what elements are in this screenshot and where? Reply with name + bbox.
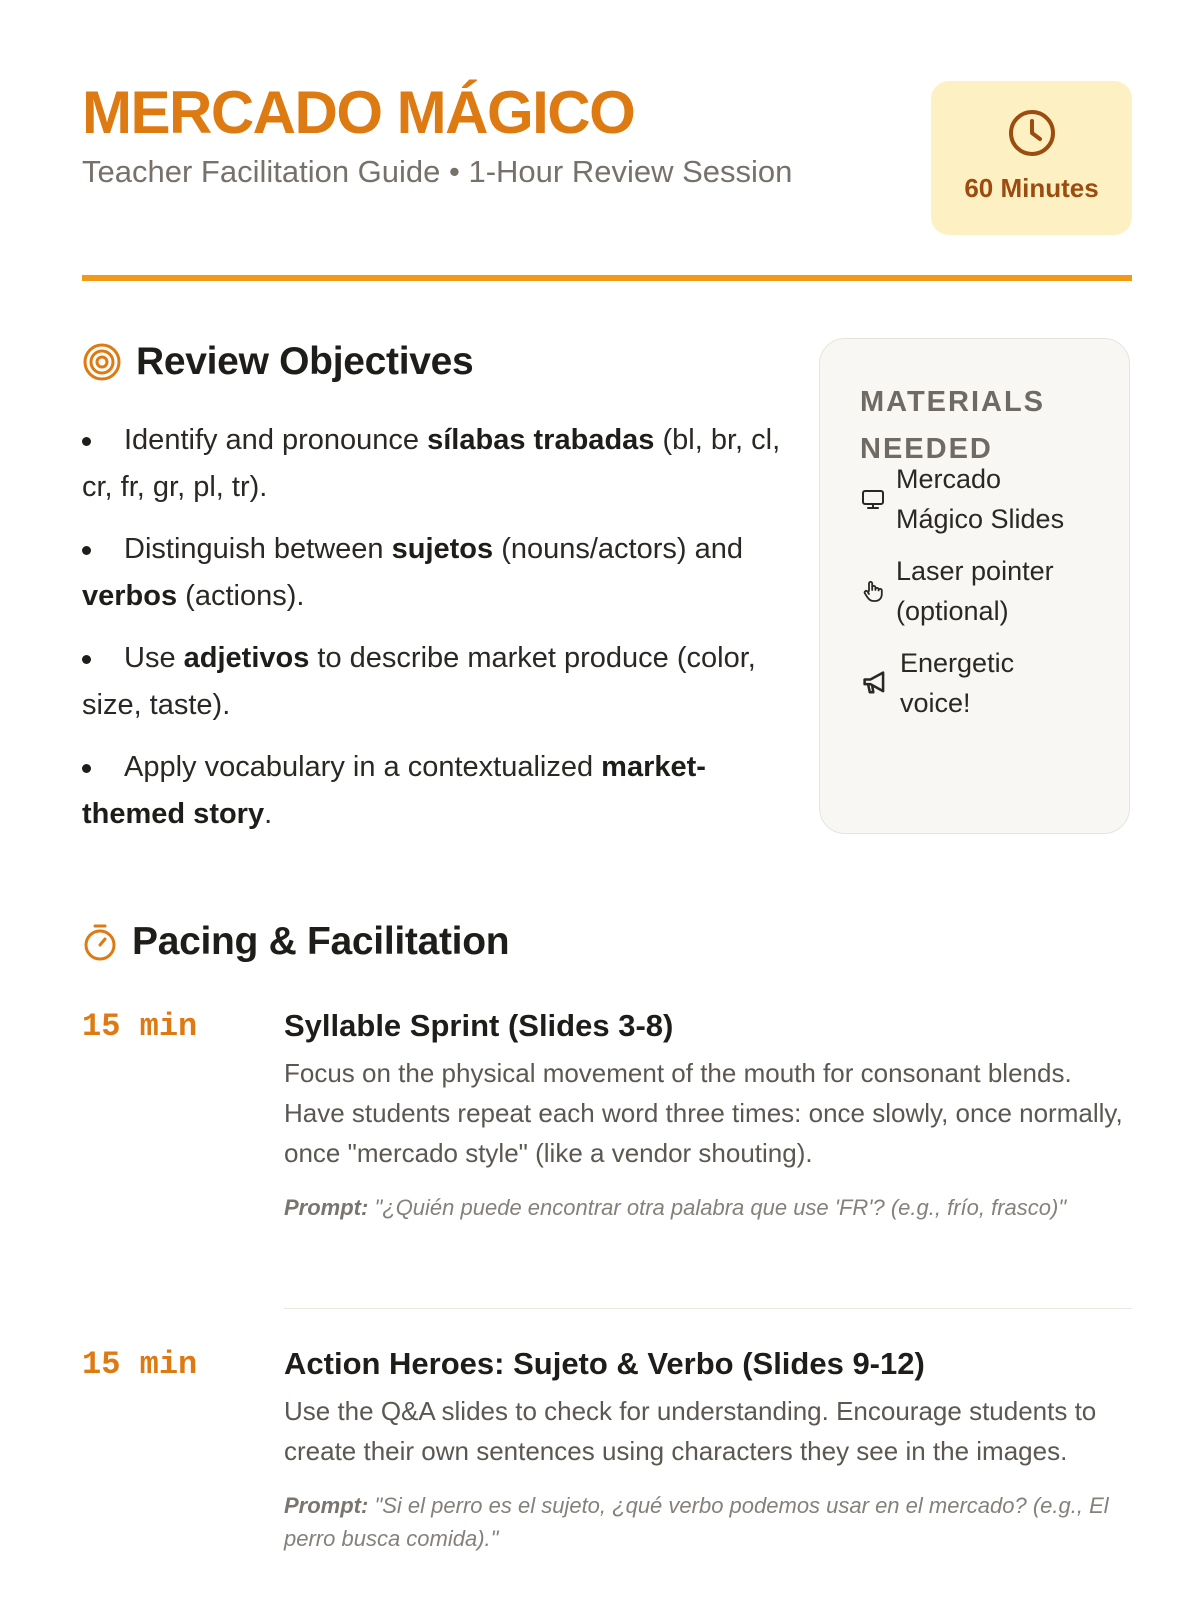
material-label: Energetic	[900, 648, 1015, 678]
megaphone-icon	[860, 668, 890, 698]
material-item	[860, 551, 1054, 631]
pace-prompt: Prompt: "Si el perro es el sujeto, ¿qué verbo podemos usar en el mercado? (e.g., El perro busca comida)."	[284, 1493, 1109, 1551]
objective-list	[82, 417, 782, 853]
pace-divider	[284, 1308, 1132, 1309]
pace-title: Action Heroes: Sujeto & Verbo (Slides 9-12)	[284, 1346, 925, 1381]
pace-block	[284, 1006, 1132, 1224]
objective-item: Distinguish between sujetos (nouns/actors) and verbos (actions).	[82, 526, 782, 620]
pace-description: Focus on the physical movement of the mouth for consonant blends. Have students repeat each word three times: once slowly, once normally, once "mercado style" (like a vendor shouting).	[284, 1058, 1123, 1168]
material-item	[860, 643, 1014, 723]
pace-time: 15 min	[82, 1008, 198, 1045]
page-title: MERCADO MÁGICO	[82, 79, 635, 146]
header	[82, 0, 1132, 278]
material-label: voice!	[900, 688, 971, 718]
objective-item: Apply vocabulary in a contextualized market-themed story.	[82, 744, 782, 838]
clock-icon	[1007, 108, 1057, 158]
target-icon	[82, 342, 122, 382]
material-item	[860, 459, 1064, 539]
pace-description: Use the Q&A slides to check for understanding. Encourage students to create their own sentences using characters they see in the images.	[284, 1396, 1097, 1466]
objectives-heading	[82, 340, 473, 384]
objectives-heading-text: Review Objectives	[136, 340, 474, 383]
duration-label: 60 Minutes	[964, 173, 1099, 203]
pace-title: Syllable Sprint (Slides 3-8)	[284, 1008, 674, 1043]
pacing-heading	[82, 920, 509, 964]
materials-title: MATERIALS NEEDED	[860, 386, 1046, 465]
monitor-icon	[860, 486, 886, 512]
pointer-hand-icon	[860, 578, 886, 604]
material-label: Mercado	[896, 464, 1002, 494]
material-label: (optional)	[896, 596, 1009, 626]
pace-block	[284, 1344, 1132, 1555]
header-divider	[82, 275, 1132, 281]
page-subtitle: Teacher Facilitation Guide • 1-Hour Review Session	[82, 154, 793, 189]
duration-badge	[931, 81, 1132, 235]
guide-page	[82, 0, 1132, 1551]
objective-item: Use adjetivos to describe market produce (color, size, taste).	[82, 635, 782, 729]
pacing-heading-text: Pacing & Facilitation	[132, 920, 510, 963]
pace-prompt: Prompt: "¿Quién puede encontrar otra palabra que use 'FR'? (e.g., frío, frasco)"	[284, 1195, 1067, 1220]
objective-item: Identify and pronounce sílabas trabadas (bl, br, cl, cr, fr, gr, pl, tr).	[82, 417, 782, 511]
stopwatch-icon	[82, 922, 118, 962]
material-label: Laser pointer	[896, 556, 1054, 586]
pace-time: 15 min	[82, 1346, 198, 1383]
materials-panel	[819, 338, 1130, 834]
material-label: Mágico Slides	[896, 504, 1065, 534]
